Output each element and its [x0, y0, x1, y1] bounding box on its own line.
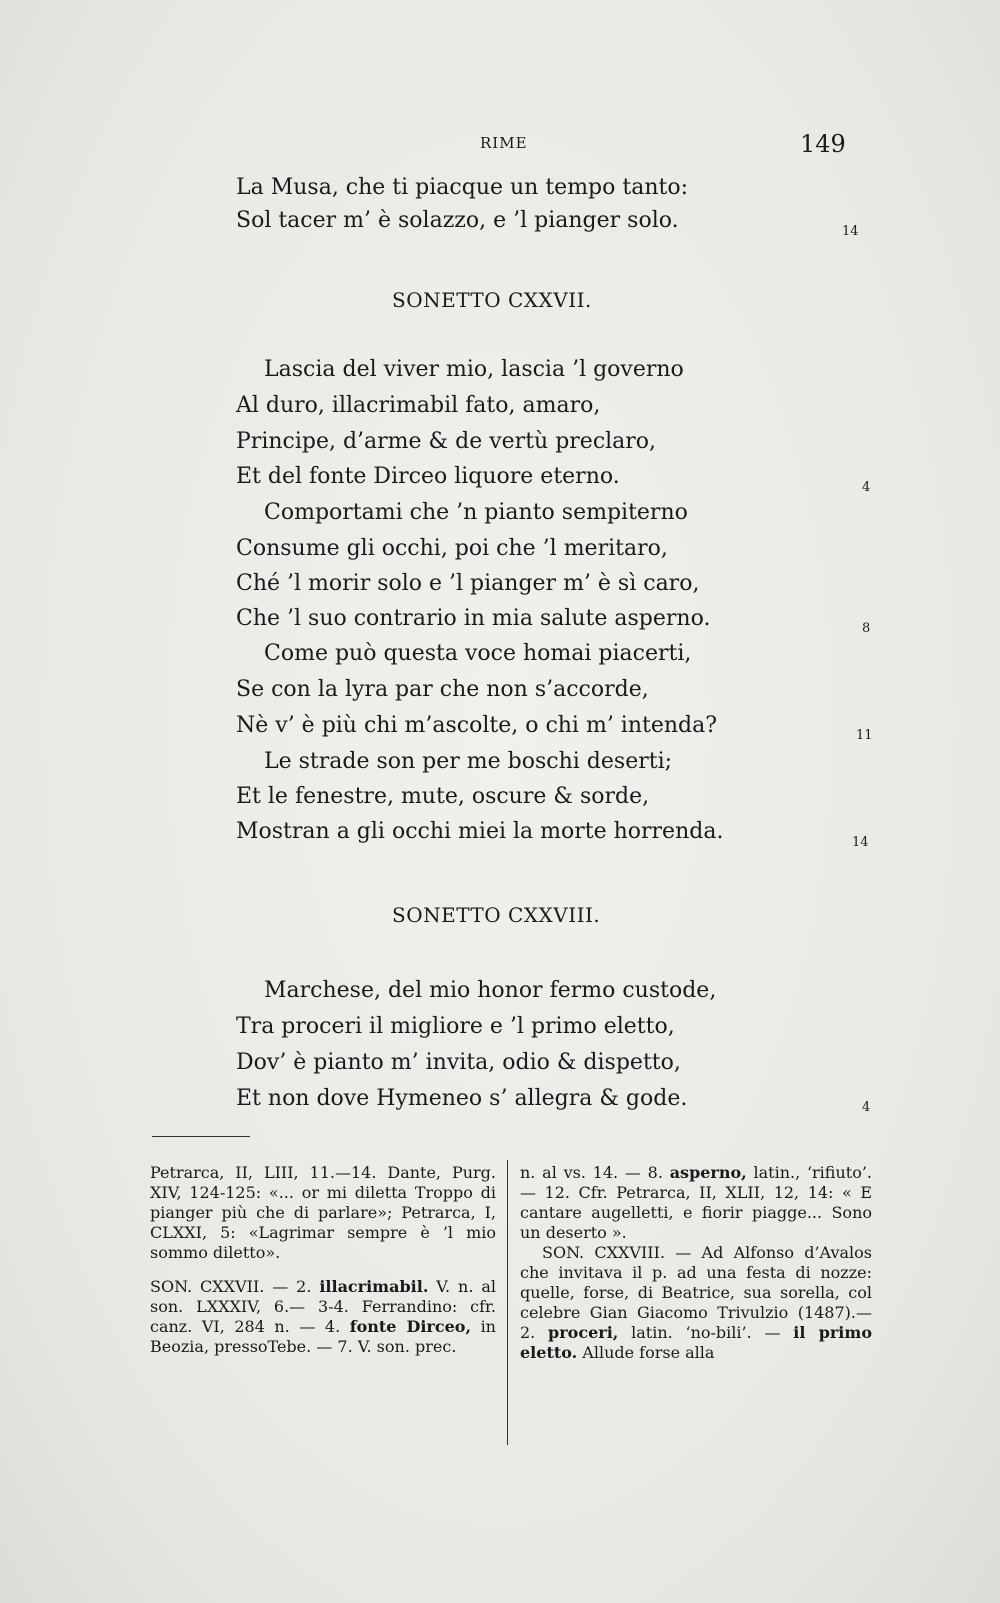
poem-line: Mostran a gli occhi miei la morte horrenda.: [236, 819, 724, 844]
sonnet-heading: SONETTO CXXVIII.: [392, 903, 601, 927]
poem-line: Et non dove Hymeneo s’ allegra & gode.: [236, 1086, 688, 1111]
poem-line: Come può questa voce homai piacerti,: [264, 641, 692, 666]
page-number: 149: [800, 130, 846, 158]
line-number: 4: [862, 1100, 871, 1115]
line-number: 14: [852, 835, 869, 850]
poem-line: La Musa, che ti piacque un tempo tanto:: [236, 175, 688, 200]
poem-line: Al duro, illacrimabil fato, amaro,: [236, 393, 601, 418]
note-paragraph: n. al vs. 14. — 8. asperno, latin., ‘rifiuto’. — 12. Cfr. Petrarca, II, XLII, 12, 14: « E cantare augelletti, e fiorir piagge... Sono un deserto ».: [520, 1163, 873, 1242]
note-paragraph: SON. CXXVII. — 2. illacrimabil. V. n. al son. LXXXIV, 6.— 3-4. Ferrandino: cfr. canz. VI, 284 n. — 4. fonte Dirceo, in Beozia, pressoTebe. — 7. V. son. prec.: [150, 1277, 496, 1356]
line-number: 11: [856, 728, 873, 743]
line-number: 8: [862, 621, 871, 636]
line-number: 4: [862, 480, 871, 495]
poem-line: Et le fenestre, mute, oscure & sorde,: [236, 784, 650, 809]
poem-line: Marchese, del mio honor fermo custode,: [264, 978, 717, 1003]
poem-line: Nè v’ è più chi m’ascolte, o chi m’ intenda?: [236, 713, 718, 738]
poem-line: Ché ’l morir solo e ’l pianger m’ è sì caro,: [236, 571, 700, 596]
poem-line: Le strade son per me boschi deserti;: [264, 749, 673, 774]
poem-line: Tra proceri il migliore e ’l primo eletto,: [236, 1014, 675, 1039]
column-divider: [507, 1160, 508, 1445]
notes-right-column: [520, 1163, 872, 1363]
sonnet-heading: SONETTO CXXVII.: [392, 288, 592, 312]
notes-left-column: [150, 1163, 496, 1357]
poem-line: Se con la lyra par che non s’accorde,: [236, 677, 649, 702]
poem-line: Et del fonte Dirceo liquore eterno.: [236, 464, 620, 489]
poem-line: Dov’ è pianto m’ invita, odio & dispetto,: [236, 1050, 681, 1075]
poem-line: Principe, d’arme & de vertù preclaro,: [236, 429, 657, 454]
footnote-separator: [152, 1136, 250, 1137]
line-number: 14: [842, 224, 859, 239]
poem-line: Sol tacer m’ è solazzo, e ’l pianger solo.: [236, 208, 679, 233]
poem-line: Comportami che ’n pianto sempiterno: [264, 500, 688, 525]
poem-line: Consume gli occhi, poi che ’l meritaro,: [236, 536, 668, 561]
running-header: RIME: [480, 134, 528, 152]
poem-line: Lascia del viver mio, lascia ’l governo: [264, 357, 684, 382]
note-paragraph: SON. CXXVIII. — Ad Alfonso d’Avalos che invitava il p. ad una festa di nozze: quelle, forse, di Beatrice, sua sorella, col celebre Gian Giacomo Trivulzio (1487).— 2. proceri, latin. ‘no-bili’. — il primo eletto. Allude forse alla: [520, 1243, 872, 1362]
note-paragraph: Petrarca, II, LIII, 11.—14. Dante, Purg. XIV, 124-125: «... or mi diletta Troppo di pianger più che di parlare»; Petrarca, I, CLXXI, 5: «Lagrimar sempre è ’l mio sommo diletto».: [150, 1163, 496, 1262]
poem-line: Che ’l suo contrario in mia salute asperno.: [236, 606, 711, 631]
